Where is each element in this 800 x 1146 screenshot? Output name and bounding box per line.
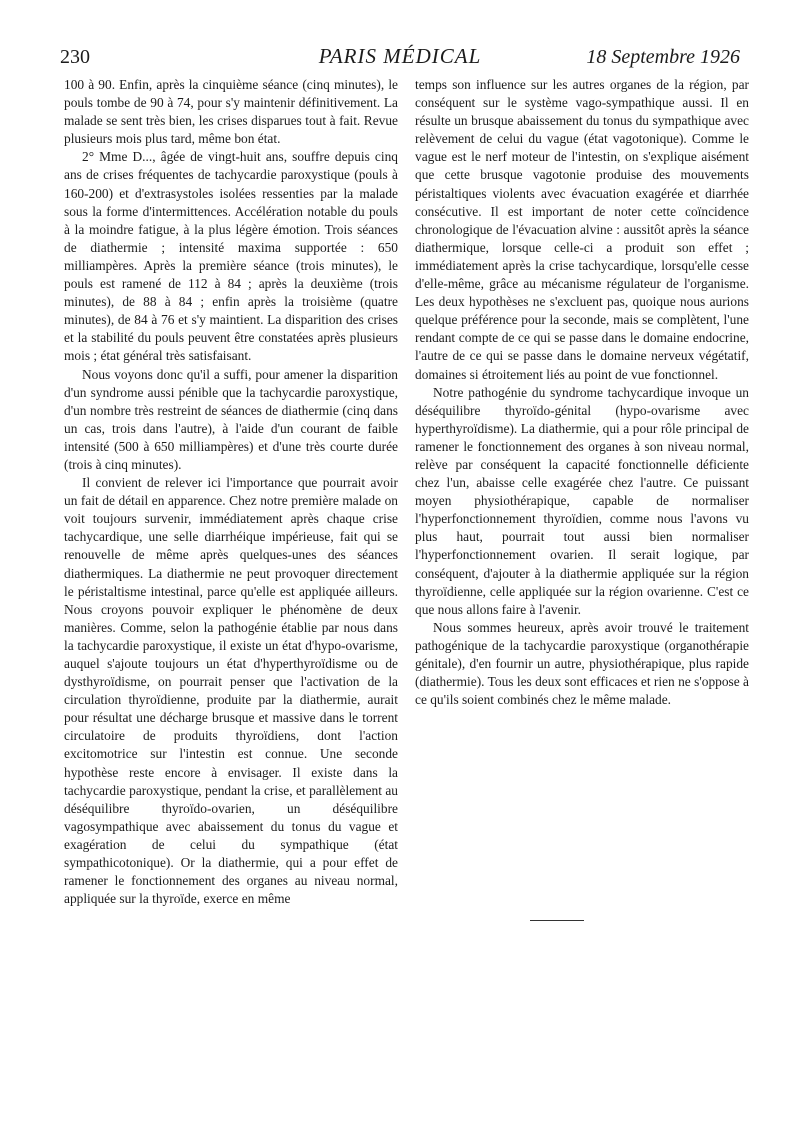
issue-date: 18 Septembre 1926 <box>586 46 740 68</box>
separator-rule <box>530 920 584 921</box>
journal-title: PARIS MÉDICAL <box>318 44 482 68</box>
right-column <box>415 76 749 709</box>
paragraph: Nous sommes heureux, après avoir trouvé le traitement pathogénique de la tachycardie paroxystique (organothérapie génitale), d'en fournir un autre, physiothérapique, plus rapide (diathermie). Tous les deux sont efficaces et rien ne s'oppose à ce qu'ils soient combinés chez le même malade. <box>415 619 749 708</box>
paragraph: Nous voyons donc qu'il a suffi, pour amener la disparition d'un syndrome aussi pénible que la tachycardie paroxystique, d'un nombre très restreint de séances de diathermie (cinq dans un cas, trois dans l'autre), à l'aide d'un courant de faible intensité (500 à 650 milliampères) et d'une très courte durée (trois à cinq minutes). <box>64 366 398 472</box>
paragraph: Il convient de relever ici l'importance que pourrait avoir un fait de détail en apparence. Chez notre première malade on voit toujours survenir, immédiatement après chaque crise tachycardique, une selle diarrhéique impérieuse, fait qui se renouvelle de même après quelques-unes des séances diathermiques. La diathermie ne peut provoquer directement le péristaltisme intestinal, parce qu'elle est appliquée ailleurs. Nous croyons pouvoir expliquer le phénomène de deux manières. Comme, selon la pathogénie établie par nous dans la tachycardie paroxystique, il existe un état d'hypo-ovarisme, auquel s'ajoute toujours un état d'hyperthyroïdisme ou de dysthyroïdisme, on pourrait penser que l'activation de la circulation thyroïdienne, produite par la diathermie, aurait pour résultat une décharge brusque et massive dans le torrent circulatoire de produits thyroïdiens, dont l'action excitomotrice sur l'intestin est connue. Une seconde hypothèse reste encore à envisager. Il existe dans la tachycardie paroxystique, pendant la crise, et parallèlement au déséquilibre thyroïdo-ovarien, un déséquilibre vagosympathique avec abaissement du tonus du vague et exagération de celui du sympathique (état sympathicotonique). Or la diathermie, qui a pour effet de ramener le fonctionnement des organes au niveau normal, appliquée sur la thyroïde, exerce en même <box>64 475 398 907</box>
paragraph: Notre pathogénie du syndrome tachycardique invoque un déséquilibre thyroïdo-génital (hypo-ovarisme avec hyperthyroïdisme). La diathermie, qui a pour rôle principal de ramener le fonctionnement des organes à son niveau normal, relève par conséquent la capacité fonctionnelle déficiente chez l'un, abaisse celle exagérée chez l'autre. Ce puissant moyen physiothérapique, capable de normaliser l'hyperfonctionnement thyroïdien, comme nous l'avons vu plus haut, pourrait tout aussi bien normaliser l'hyperfonctionnement ovarien. Il serait logique, par conséquent, d'ajouter à la diathermie appliquée sur la région thyroïdienne, celle appliquée sur la région ovarienne. C'est ce que nous allons faire à l'avenir. <box>415 384 749 617</box>
paragraph: 100 à 90. Enfin, après la cinquième séance (cinq minutes), le pouls tombe de 90 à 74, pour s'y maintenir définitivement. La malade se sent très bien, les crises disparues tout à fait. Revue plusieurs mois plus tard, même bon état. <box>64 77 398 147</box>
page-number: 230 <box>60 46 90 68</box>
paragraph: temps son influence sur les autres organes de la région, par conséquent sur le système vago-sympathique aussi. Il en résulte un brusque abaissement du tonus du sympathique avec relèvement de celui du vague (état vagotonique). Comme le vague est le nerf moteur de l'intestin, on s'explique aisément que cette brusque vagotonie produise des mouvements péristaltiques violents avec évacuation exagérée et diarrhée consécutive. Il est important de noter cette coïncidence chronologique de l'évacuation alvine : aussitôt après la séance diathermique, lorsque celle-ci a produit son effet ; immédiatement après la crise tachycardique, lorsqu'elle cesse d'elle-même, grâce au mécanisme régulateur de l'organisme. Les deux hypothèses ne s'excluent pas, quoique nous aurions quelque préférence pour la seconde, mais se complètent, l'une rendant compte de ce qui se passe dans le domaine endocrine, l'autre de ce qui se passe dans le domaine nerveux végétatif, domaines si étroitement liés au point de vue fonctionnel. <box>415 77 749 382</box>
left-column <box>64 76 398 908</box>
paragraph: 2° Mme D..., âgée de vingt-huit ans, souffre depuis cinq ans de crises fréquentes de tachycardie paroxystique (pouls à 160-200) et d'extrasystoles isolées ressenties par la malade sous la forme d'intermittences. Accélération notable du pouls à la moindre fatigue, à la plus légère émotion. Trois séances de diathermie ; intensité maxima supportée : 650 milliampères. Après la première séance (trois minutes), le pouls est ramené de 112 à 84 ; après la deuxième (trois minutes), de 88 à 84 ; enfin après la troisième (quatre minutes), de 84 à 76 et s'y maintient. La disparition des crises et la stabilité du pouls peuvent être constatées après plusieurs mois ; état général très satisfaisant. <box>64 149 398 364</box>
